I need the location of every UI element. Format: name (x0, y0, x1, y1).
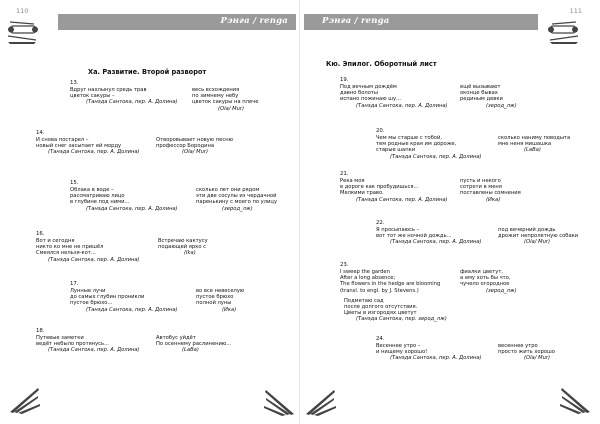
poem-attribution: (Танэда Сантока, пер. А. Долина) (390, 153, 482, 160)
scroll-ornament-icon (546, 16, 580, 46)
poem-line: пустое брюхо... (70, 300, 113, 307)
poem-line: просто жить хорошо (498, 349, 555, 356)
poem-line: сотрети в меня (460, 184, 502, 191)
poem-line: Автобус уйдёт (156, 335, 196, 341)
poem-line: оконце бывах (460, 90, 498, 97)
brush-ornament-icon (558, 384, 592, 414)
poem-number: 23. (340, 262, 349, 268)
poem-line: во все невеселую (196, 288, 245, 294)
poem-attribution: (Танэда Сантока, пер. А. Долина) (356, 196, 448, 203)
poem-line: весь всхождения (192, 87, 240, 93)
poem-attribution: (Ika) (184, 250, 196, 257)
poem-line: паренькину с моего по улицу (196, 199, 278, 206)
poem-line: цветок сакуры на плече (192, 99, 259, 106)
poem-line: Весеннее утро – (376, 343, 421, 349)
poem-attribution: (Танэда Сантока, пер. А. Долина) (86, 99, 178, 106)
brush-ornament-icon (8, 384, 42, 414)
poem-attribution: (Танэда Сантока, пер. А. Долина) (390, 355, 482, 362)
poem-attribution: (зерод_лж) (486, 102, 517, 109)
poem-line: чучело огородное (460, 281, 510, 288)
poem-line: вот тот же ночной дождь... (376, 233, 452, 240)
poem-attribution: (Ика) (222, 306, 237, 313)
poem-line: новый снег засыпает ей морду (36, 143, 122, 150)
poem-line: старые шапки (376, 147, 416, 154)
poem-line: а ему хоть бы что, (460, 275, 511, 282)
poem-line: Вдруг нахлынул средь трав (70, 87, 147, 93)
poem-attribution: (Танэда Сантока, пер. зерод_лж) (356, 316, 447, 323)
poem-line: ещё вызывают (460, 84, 501, 90)
poem-attribution: (Танэда Сантока, пер. А. Долина) (86, 205, 178, 212)
poem-line: Чем мы старше с тобой, (376, 135, 442, 141)
poem-attribution: (Танэда Сантока, пер. А. Долина) (390, 239, 482, 246)
section-title: Ха. Развитие. Второй разворот (88, 68, 207, 76)
poem-line: сколько лет они рядом (196, 187, 260, 193)
poem-line: эти две сосулы из чердачной (196, 193, 277, 200)
poem-number: 21. (340, 171, 349, 177)
poem-line: полной луны (196, 300, 232, 307)
poem-line: испано пожинаю шу... (340, 96, 401, 103)
poem-attribution: (Ика) (486, 196, 501, 203)
poem-line: Под вечным дождём (340, 84, 397, 90)
poem-line: Подметаю сад (344, 297, 384, 304)
page-number: 111 (569, 7, 582, 15)
poem-attribution: (Танэда Сантока, пер. А. Долина) (86, 306, 178, 313)
poem-line: дрожит непролетную собаки (498, 233, 579, 240)
poem-line: и нищему хорошо! (376, 349, 428, 356)
poem-line: никто ко мне не пришёл (36, 244, 104, 251)
poem-line: в дороге как пробудишься... (340, 184, 419, 191)
poem-line: Лунные лучи (70, 288, 106, 294)
poem-line: Я просыпаюсь – (376, 227, 420, 233)
poem-number: 19. (340, 77, 349, 83)
poem-line: в глубине под ними... (70, 199, 130, 206)
poem-line: пустое брюхо (196, 294, 234, 301)
poem-line: весеннее утро (498, 343, 538, 349)
poem-line: рассматриваю лицо (70, 193, 125, 200)
poem-line: профессор Бородина (156, 143, 215, 150)
poem-line: пусть и некого (460, 178, 501, 184)
poem-line: Облака в воде – (70, 187, 114, 193)
poem-attribution: (Ola/ Mur) (218, 105, 245, 112)
poem-line: подающей ярко с (158, 244, 207, 251)
poem-line: сколько наниму поводыта (498, 135, 571, 141)
poem-line: мне неня мишашка (498, 141, 552, 148)
header-band (58, 14, 296, 30)
scroll-ornament-icon (6, 16, 40, 46)
poem-number: 17. (70, 281, 79, 287)
poem-line: Река моя (340, 178, 365, 184)
poem-number: 15. (70, 180, 79, 186)
poem-line: под вечерний дождь (498, 227, 556, 233)
poem-attribution: (Ola/ Mur) (182, 149, 209, 156)
poem-number: 24. (376, 336, 385, 342)
poem-line: рединым девки (460, 96, 503, 103)
section-title: Кю. Эпилог. Оборотный лист (326, 60, 437, 68)
poem-line: Отворовывает новую песню (156, 137, 233, 143)
poem-line: I sweep the garden (340, 269, 390, 275)
poem-line: Встречаю кактусу (158, 238, 208, 244)
poem-attribution: (LaBa) (182, 347, 199, 354)
poem-number: 13. (70, 80, 79, 86)
poem-line: тем родные края им дороже, (376, 141, 457, 148)
poem-attribution: (Танэда Сантока, пер. А. Долина) (356, 102, 448, 109)
poem-line: после долгого отсутствия. (344, 304, 418, 310)
poem-attribution: (зерод_лж) (486, 287, 517, 294)
header-band (304, 14, 538, 30)
brush-ornament-icon (304, 386, 338, 416)
poem-number: 20. (376, 128, 385, 134)
right-page (300, 0, 600, 424)
poem-number: 16. (36, 231, 45, 237)
poem-line: поставлены сомнения (460, 190, 521, 197)
poem-line: Путевые заметки (36, 335, 84, 341)
running-title: Рэнга / renga (322, 16, 390, 26)
poem-line: до самых глубин проникли (70, 294, 145, 301)
poem-line: The flowers in the hedge are blooming (340, 281, 441, 288)
poem-line: по зимнему небу (192, 93, 239, 100)
poem-line: Вот и сегодня (36, 238, 75, 244)
poem-line: (transl. to engl. by J. Stevens.) (340, 287, 419, 294)
poem-line: И снова постарел – (36, 137, 89, 143)
poem-number: 18. (36, 328, 45, 334)
poem-attribution: (Танэда Сантока, пер. А. Долина) (48, 256, 140, 263)
poem-attribution: (Ola/ Mur) (524, 239, 551, 246)
poem-attribution: (Танэда Сантока, пер. А. Долина) (48, 149, 140, 156)
poem-line: фиалки цветут, (460, 269, 503, 275)
poem-line: По осеннему раслинению... (156, 341, 232, 348)
poem-attribution: (Ola/ Mur) (524, 355, 551, 362)
poem-line: Цветы в изгородях цветут (344, 310, 417, 317)
poem-number: 14. (36, 130, 45, 136)
page-number: 110 (16, 7, 29, 15)
poem-attribution: (LaBa) (524, 147, 541, 154)
poem-number: 22. (376, 220, 385, 226)
poem-line: давно болоты (340, 90, 379, 97)
poem-line: After a long absence; (340, 275, 396, 282)
running-title: Рэнга / renga (220, 16, 288, 26)
poem-line: ведёт небыло протянусь... (36, 341, 110, 348)
poem-line: Мелкими траво. (340, 190, 384, 197)
poem-attribution: (Танэда Сантока, пер. А. Долина) (48, 347, 140, 354)
brush-ornament-icon (262, 386, 296, 416)
poem-line: цветок сакуры – (70, 93, 115, 100)
poem-attribution: (зерод_лж) (222, 205, 253, 212)
poem-line: Смеялся нельзя-кот... (36, 250, 96, 257)
